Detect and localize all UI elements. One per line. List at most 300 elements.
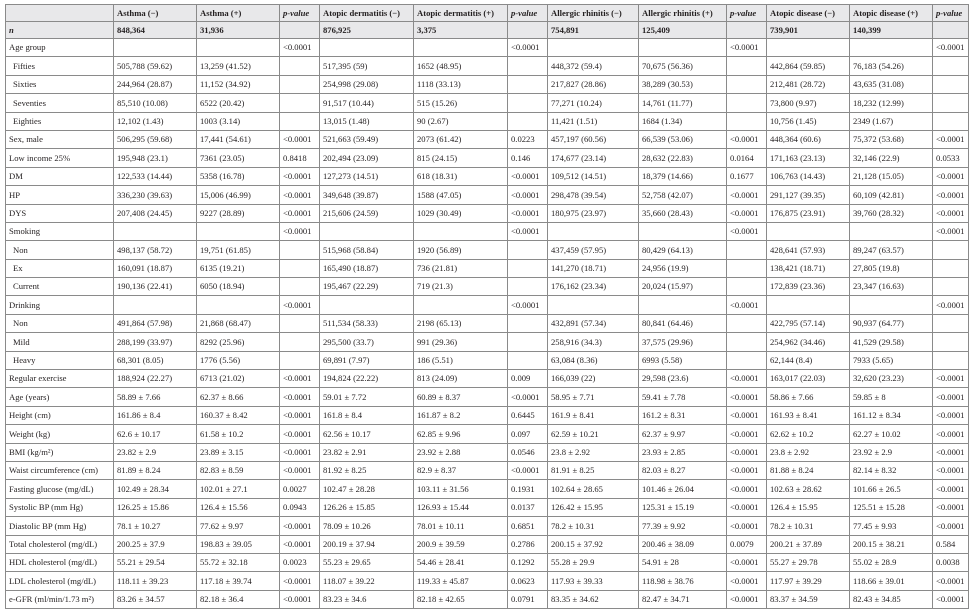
p-value-cell: <0.0001 xyxy=(508,296,548,314)
data-cell: 161.8 ± 8.4 xyxy=(320,406,414,424)
p-value-cell: 0.0943 xyxy=(280,498,320,516)
data-cell: 254,998 (29.08) xyxy=(320,75,414,93)
n-label: n xyxy=(6,22,114,39)
data-cell: 6050 (18.94) xyxy=(197,278,280,296)
row-label: Waist circumference (cm) xyxy=(6,461,114,479)
data-cell: 126.93 ± 15.44 xyxy=(414,498,508,516)
count-cell xyxy=(727,22,767,39)
p-value-cell: <0.0001 xyxy=(933,204,969,222)
data-cell: 27,805 (19.8) xyxy=(850,259,933,277)
column-header: Atopic disease (−) xyxy=(767,5,850,22)
p-value-cell xyxy=(508,314,548,332)
p-value-cell xyxy=(508,259,548,277)
p-value-cell: 0.0623 xyxy=(508,572,548,590)
data-cell: 506,295 (59.68) xyxy=(114,130,197,148)
data-cell: 515 (15.26) xyxy=(414,94,508,112)
p-value-cell xyxy=(727,241,767,259)
data-cell: 103.11 ± 31.56 xyxy=(414,480,508,498)
data-cell: 55.21 ± 29.54 xyxy=(114,553,197,571)
data-cell xyxy=(548,39,639,57)
data-cell: 118.11 ± 39.23 xyxy=(114,572,197,590)
data-cell: 19,751 (61.85) xyxy=(197,241,280,259)
data-cell: 17,441 (54.61) xyxy=(197,130,280,148)
p-value-cell xyxy=(727,57,767,75)
data-cell xyxy=(114,39,197,57)
table-row xyxy=(6,443,969,461)
p-value-cell: <0.0001 xyxy=(508,39,548,57)
data-cell xyxy=(414,296,508,314)
table-row xyxy=(6,296,969,314)
data-cell: 126.25 ± 15.86 xyxy=(114,498,197,516)
data-cell: 23.8 ± 2.92 xyxy=(548,443,639,461)
row-label: HDL cholesterol (mg/dL) xyxy=(6,553,114,571)
data-cell: 32,146 (22.9) xyxy=(850,149,933,167)
data-cell: 12,102 (1.43) xyxy=(114,112,197,130)
p-value-cell: 0.6445 xyxy=(508,406,548,424)
data-cell: 77,271 (10.24) xyxy=(548,94,639,112)
p-value-cell: 0.8418 xyxy=(280,149,320,167)
table-body xyxy=(6,5,969,609)
p-value-cell xyxy=(280,57,320,75)
data-cell xyxy=(639,296,727,314)
data-cell: 437,459 (57.95) xyxy=(548,241,639,259)
row-label: Low income 25% xyxy=(6,149,114,167)
table-row xyxy=(6,572,969,590)
data-cell: 498,137 (58.72) xyxy=(114,241,197,259)
column-header: Asthma (−) xyxy=(114,5,197,22)
data-cell: 244,964 (28.87) xyxy=(114,75,197,93)
data-cell: 215,606 (24.59) xyxy=(320,204,414,222)
data-cell: 62.27 ± 10.02 xyxy=(850,425,933,443)
data-cell: 11,152 (34.92) xyxy=(197,75,280,93)
data-cell: 195,948 (23.1) xyxy=(114,149,197,167)
data-cell: 101.66 ± 26.5 xyxy=(850,480,933,498)
column-header: Atopic dermatitis (+) xyxy=(414,5,508,22)
p-value-cell: 0.097 xyxy=(508,425,548,443)
data-cell: 91,517 (10.44) xyxy=(320,94,414,112)
data-cell: 106,763 (14.43) xyxy=(767,167,850,185)
table-row xyxy=(6,204,969,222)
data-cell: 60.89 ± 8.37 xyxy=(414,388,508,406)
p-value-cell xyxy=(280,314,320,332)
table-row xyxy=(6,112,969,130)
p-value-cell: <0.0001 xyxy=(727,517,767,535)
data-cell xyxy=(320,39,414,57)
data-cell: 70,675 (56.36) xyxy=(639,57,727,75)
p-value-cell xyxy=(508,75,548,93)
column-header: Atopic disease (+) xyxy=(850,5,933,22)
row-label: Fasting glucose (mg/dL) xyxy=(6,480,114,498)
p-value-cell: <0.0001 xyxy=(933,130,969,148)
p-value-cell: 0.0023 xyxy=(280,553,320,571)
p-value-cell: <0.0001 xyxy=(508,461,548,479)
data-cell: 89,247 (63.57) xyxy=(850,241,933,259)
data-cell: 202,494 (23.09) xyxy=(320,149,414,167)
table-container xyxy=(5,4,969,609)
data-cell: 82.9 ± 8.37 xyxy=(414,461,508,479)
row-label: Non xyxy=(6,314,114,332)
row-label: BMI (kg/m²) xyxy=(6,443,114,461)
p-value-cell: 0.0038 xyxy=(933,553,969,571)
p-value-cell xyxy=(280,94,320,112)
data-cell: 122,533 (14.44) xyxy=(114,167,197,185)
p-value-cell xyxy=(727,94,767,112)
p-value-cell: <0.0001 xyxy=(933,572,969,590)
data-cell: 349,648 (39.87) xyxy=(320,186,414,204)
data-cell: 54.91 ± 28 xyxy=(639,553,727,571)
data-cell: 54.46 ± 28.41 xyxy=(414,553,508,571)
data-cell: 1652 (48.95) xyxy=(414,57,508,75)
data-cell: 35,660 (28.43) xyxy=(639,204,727,222)
row-label: Drinking xyxy=(6,296,114,314)
data-cell: 9227 (28.89) xyxy=(197,204,280,222)
p-value-cell: <0.0001 xyxy=(933,186,969,204)
table-row xyxy=(6,278,969,296)
data-cell: 161.93 ± 8.41 xyxy=(767,406,850,424)
p-value-cell xyxy=(280,259,320,277)
data-cell: 62.37 ± 9.97 xyxy=(639,425,727,443)
table-row xyxy=(6,590,969,608)
data-cell: 200.21 ± 37.89 xyxy=(767,535,850,553)
data-cell: 60,109 (42.81) xyxy=(850,186,933,204)
data-cell: 63,084 (8.36) xyxy=(548,351,639,369)
p-value-cell xyxy=(280,75,320,93)
data-cell: 161.12 ± 8.34 xyxy=(850,406,933,424)
p-value-cell: <0.0001 xyxy=(933,296,969,314)
column-header: Asthma (+) xyxy=(197,5,280,22)
count-cell: 31,936 xyxy=(197,22,280,39)
data-cell: 813 (24.09) xyxy=(414,370,508,388)
data-cell: 62.59 ± 10.21 xyxy=(548,425,639,443)
data-cell: 68,301 (8.05) xyxy=(114,351,197,369)
data-cell: 80,429 (64.13) xyxy=(639,241,727,259)
data-cell: 7361 (23.05) xyxy=(197,149,280,167)
p-value-cell: <0.0001 xyxy=(933,461,969,479)
data-cell xyxy=(320,222,414,240)
p-value-cell: 0.0027 xyxy=(280,480,320,498)
data-cell: 81.92 ± 8.25 xyxy=(320,461,414,479)
data-cell: 77.62 ± 9.97 xyxy=(197,517,280,535)
data-cell: 77.45 ± 9.93 xyxy=(850,517,933,535)
row-label: Eighties xyxy=(6,112,114,130)
column-header: Allergic rhinitis (−) xyxy=(548,5,639,22)
data-cell: 117.93 ± 39.33 xyxy=(548,572,639,590)
data-cell xyxy=(414,39,508,57)
p-value-cell: <0.0001 xyxy=(727,461,767,479)
column-header: p-value xyxy=(508,5,548,22)
column-header: Atopic dermatitis (−) xyxy=(320,5,414,22)
data-cell: 75,372 (53.68) xyxy=(850,130,933,148)
data-cell: 24,956 (19.9) xyxy=(639,259,727,277)
p-value-cell: <0.0001 xyxy=(280,535,320,553)
data-cell: 58.95 ± 7.71 xyxy=(548,388,639,406)
row-label: Smoking xyxy=(6,222,114,240)
data-cell: 126.4 ± 15.56 xyxy=(197,498,280,516)
row-label: Weight (kg) xyxy=(6,425,114,443)
data-cell xyxy=(197,39,280,57)
row-label: Heavy xyxy=(6,351,114,369)
p-value-cell: 0.0137 xyxy=(508,498,548,516)
p-value-cell: <0.0001 xyxy=(280,443,320,461)
row-label: Mild xyxy=(6,333,114,351)
table-row xyxy=(6,167,969,185)
count-cell xyxy=(933,22,969,39)
table-row xyxy=(6,94,969,112)
row-label: Non xyxy=(6,241,114,259)
data-cell: 736 (21.81) xyxy=(414,259,508,277)
count-cell: 876,925 xyxy=(320,22,414,39)
data-cell: 422,795 (57.14) xyxy=(767,314,850,332)
p-value-cell: <0.0001 xyxy=(727,39,767,57)
row-label: LDL cholesterol (mg/dL) xyxy=(6,572,114,590)
data-cell xyxy=(639,39,727,57)
data-cell: 200.25 ± 37.9 xyxy=(114,535,197,553)
data-cell: 6713 (21.02) xyxy=(197,370,280,388)
data-cell: 491,864 (57.98) xyxy=(114,314,197,332)
p-value-cell: <0.0001 xyxy=(280,388,320,406)
data-cell: 78.09 ± 10.26 xyxy=(320,517,414,535)
data-cell: 188,924 (22.27) xyxy=(114,370,197,388)
characteristics-table xyxy=(5,4,969,609)
data-cell xyxy=(114,222,197,240)
data-cell: 55.27 ± 29.78 xyxy=(767,553,850,571)
p-value-cell: <0.0001 xyxy=(933,167,969,185)
data-cell: 5358 (16.78) xyxy=(197,167,280,185)
p-value-cell: <0.0001 xyxy=(933,480,969,498)
data-cell: 82.43 ± 34.85 xyxy=(850,590,933,608)
p-value-cell xyxy=(933,259,969,277)
p-value-cell: 0.0533 xyxy=(933,149,969,167)
data-cell: 82.18 ± 42.65 xyxy=(414,590,508,608)
data-cell: 78.1 ± 10.27 xyxy=(114,517,197,535)
data-cell: 991 (29.36) xyxy=(414,333,508,351)
data-cell xyxy=(320,296,414,314)
p-value-cell: <0.0001 xyxy=(508,204,548,222)
data-cell: 126.26 ± 15.85 xyxy=(320,498,414,516)
data-cell: 2349 (1.67) xyxy=(850,112,933,130)
p-value-cell: 0.1677 xyxy=(727,167,767,185)
data-cell: 174,677 (23.14) xyxy=(548,149,639,167)
column-header: p-value xyxy=(280,5,320,22)
p-value-cell: <0.0001 xyxy=(727,425,767,443)
data-cell: 1776 (5.56) xyxy=(197,351,280,369)
table-row xyxy=(6,406,969,424)
p-value-cell xyxy=(933,278,969,296)
table-row xyxy=(6,517,969,535)
data-cell xyxy=(114,296,197,314)
data-cell: 171,163 (23.13) xyxy=(767,149,850,167)
data-cell: 163,017 (22.03) xyxy=(767,370,850,388)
p-value-cell: <0.0001 xyxy=(280,167,320,185)
count-cell: 739,901 xyxy=(767,22,850,39)
data-cell: 73,800 (9.97) xyxy=(767,94,850,112)
p-value-cell xyxy=(933,57,969,75)
data-cell: 161.87 ± 8.2 xyxy=(414,406,508,424)
p-value-cell: 0.0223 xyxy=(508,130,548,148)
row-label: Regular exercise xyxy=(6,370,114,388)
p-value-cell xyxy=(933,351,969,369)
p-value-cell xyxy=(727,314,767,332)
p-value-cell: <0.0001 xyxy=(933,222,969,240)
p-value-cell: <0.0001 xyxy=(933,498,969,516)
p-value-cell: <0.0001 xyxy=(727,590,767,608)
data-cell: 200.46 ± 38.09 xyxy=(639,535,727,553)
p-value-cell: <0.0001 xyxy=(933,39,969,57)
p-value-cell xyxy=(933,314,969,332)
data-cell: 432,891 (57.34) xyxy=(548,314,639,332)
data-cell: 52,758 (42.07) xyxy=(639,186,727,204)
p-value-cell: <0.0001 xyxy=(727,388,767,406)
data-cell: 13,259 (41.52) xyxy=(197,57,280,75)
p-value-cell: <0.0001 xyxy=(727,296,767,314)
data-cell: 618 (18.31) xyxy=(414,167,508,185)
p-value-cell: <0.0001 xyxy=(933,406,969,424)
data-cell: 194,824 (22.22) xyxy=(320,370,414,388)
p-value-cell: <0.0001 xyxy=(280,590,320,608)
p-value-cell: <0.0001 xyxy=(727,370,767,388)
data-cell: 7933 (5.65) xyxy=(850,351,933,369)
p-value-cell: <0.0001 xyxy=(727,498,767,516)
p-value-cell: <0.0001 xyxy=(933,388,969,406)
p-value-cell: <0.0001 xyxy=(280,461,320,479)
data-cell: 161.2 ± 8.31 xyxy=(639,406,727,424)
p-value-cell xyxy=(508,112,548,130)
table-row xyxy=(6,388,969,406)
p-value-cell xyxy=(280,351,320,369)
table-row xyxy=(6,333,969,351)
data-cell: 58.89 ± 7.66 xyxy=(114,388,197,406)
row-label: Age group xyxy=(6,39,114,57)
data-cell: 258,916 (34.3) xyxy=(548,333,639,351)
data-cell: 125.31 ± 15.19 xyxy=(639,498,727,516)
p-value-cell xyxy=(508,333,548,351)
data-cell: 23.8 ± 2.92 xyxy=(767,443,850,461)
table-row xyxy=(6,39,969,57)
data-cell: 59.01 ± 7.72 xyxy=(320,388,414,406)
p-value-cell xyxy=(727,259,767,277)
data-cell: 212,481 (28.72) xyxy=(767,75,850,93)
p-value-cell xyxy=(727,112,767,130)
column-header xyxy=(6,5,114,22)
data-cell xyxy=(414,222,508,240)
data-cell: 23.89 ± 3.15 xyxy=(197,443,280,461)
p-value-cell xyxy=(933,94,969,112)
table-row xyxy=(6,351,969,369)
p-value-cell: 0.0546 xyxy=(508,443,548,461)
data-cell: 200.15 ± 38.21 xyxy=(850,535,933,553)
data-cell: 117.18 ± 39.74 xyxy=(197,572,280,590)
data-cell: 6522 (20.42) xyxy=(197,94,280,112)
data-cell: 28,632 (22.83) xyxy=(639,149,727,167)
p-value-cell: 0.0791 xyxy=(508,590,548,608)
p-value-cell: <0.0001 xyxy=(727,572,767,590)
data-cell: 6135 (19.21) xyxy=(197,259,280,277)
p-value-cell: 0.0164 xyxy=(727,149,767,167)
data-cell: 81.89 ± 8.24 xyxy=(114,461,197,479)
p-value-cell: <0.0001 xyxy=(727,406,767,424)
data-cell: 200.15 ± 37.92 xyxy=(548,535,639,553)
p-value-cell: <0.0001 xyxy=(280,572,320,590)
data-cell: 125.51 ± 15.28 xyxy=(850,498,933,516)
data-cell: 295,500 (33.7) xyxy=(320,333,414,351)
data-cell: 14,761 (11.77) xyxy=(639,94,727,112)
p-value-cell: <0.0001 xyxy=(727,130,767,148)
p-value-cell: 0.1931 xyxy=(508,480,548,498)
p-value-cell: <0.0001 xyxy=(727,204,767,222)
data-cell: 198.83 ± 39.05 xyxy=(197,535,280,553)
data-cell xyxy=(197,222,280,240)
data-cell: 101.46 ± 26.04 xyxy=(639,480,727,498)
data-cell: 6993 (5.58) xyxy=(639,351,727,369)
data-cell: 166,039 (22) xyxy=(548,370,639,388)
data-cell xyxy=(639,222,727,240)
p-value-cell xyxy=(933,112,969,130)
data-cell: 2198 (65.13) xyxy=(414,314,508,332)
data-cell: 176,162 (23.34) xyxy=(548,278,639,296)
data-cell: 62.56 ± 10.17 xyxy=(320,425,414,443)
data-cell: 109,512 (14.51) xyxy=(548,167,639,185)
data-cell: 118.66 ± 39.01 xyxy=(850,572,933,590)
data-cell: 62,144 (8.4) xyxy=(767,351,850,369)
count-cell: 754,891 xyxy=(548,22,639,39)
p-value-cell xyxy=(280,241,320,259)
data-cell: 428,641 (57.93) xyxy=(767,241,850,259)
data-cell: 457,197 (60.56) xyxy=(548,130,639,148)
count-cell: 3,375 xyxy=(414,22,508,39)
data-cell: 442,864 (59.85) xyxy=(767,57,850,75)
data-cell: 78.01 ± 10.11 xyxy=(414,517,508,535)
data-cell: 102.49 ± 28.34 xyxy=(114,480,197,498)
data-cell: 719 (21.3) xyxy=(414,278,508,296)
data-cell: 29,598 (23.6) xyxy=(639,370,727,388)
count-cell xyxy=(280,22,320,39)
p-value-cell: <0.0001 xyxy=(280,222,320,240)
data-cell: 41,529 (29.58) xyxy=(850,333,933,351)
p-value-cell: <0.0001 xyxy=(280,204,320,222)
p-value-cell: <0.0001 xyxy=(280,39,320,57)
table-row xyxy=(6,75,969,93)
data-cell: 186 (5.51) xyxy=(414,351,508,369)
table-row xyxy=(6,461,969,479)
row-label: Total cholesterol (mg/dL) xyxy=(6,535,114,553)
count-cell xyxy=(508,22,548,39)
data-cell: 23,347 (16.63) xyxy=(850,278,933,296)
data-cell: 85,510 (10.08) xyxy=(114,94,197,112)
data-cell: 126.42 ± 15.95 xyxy=(548,498,639,516)
data-cell: 55.23 ± 29.65 xyxy=(320,553,414,571)
p-value-cell: <0.0001 xyxy=(508,186,548,204)
p-value-cell xyxy=(280,112,320,130)
p-value-cell xyxy=(508,94,548,112)
data-cell: 11,421 (1.51) xyxy=(548,112,639,130)
p-value-cell xyxy=(933,333,969,351)
data-cell: 78.2 ± 10.31 xyxy=(767,517,850,535)
p-value-cell xyxy=(933,75,969,93)
p-value-cell: 0.146 xyxy=(508,149,548,167)
data-cell: 83.23 ± 34.6 xyxy=(320,590,414,608)
data-cell: 23.92 ± 2.9 xyxy=(850,443,933,461)
p-value-cell: <0.0001 xyxy=(280,425,320,443)
data-cell xyxy=(197,296,280,314)
p-value-cell: <0.0001 xyxy=(508,222,548,240)
data-cell: 1920 (56.89) xyxy=(414,241,508,259)
data-cell: 102.01 ± 27.1 xyxy=(197,480,280,498)
data-cell: 515,968 (58.84) xyxy=(320,241,414,259)
data-cell: 127,273 (14.51) xyxy=(320,167,414,185)
row-label: Sex, male xyxy=(6,130,114,148)
column-header: Allergic rhinitis (+) xyxy=(639,5,727,22)
p-value-cell: <0.0001 xyxy=(933,425,969,443)
